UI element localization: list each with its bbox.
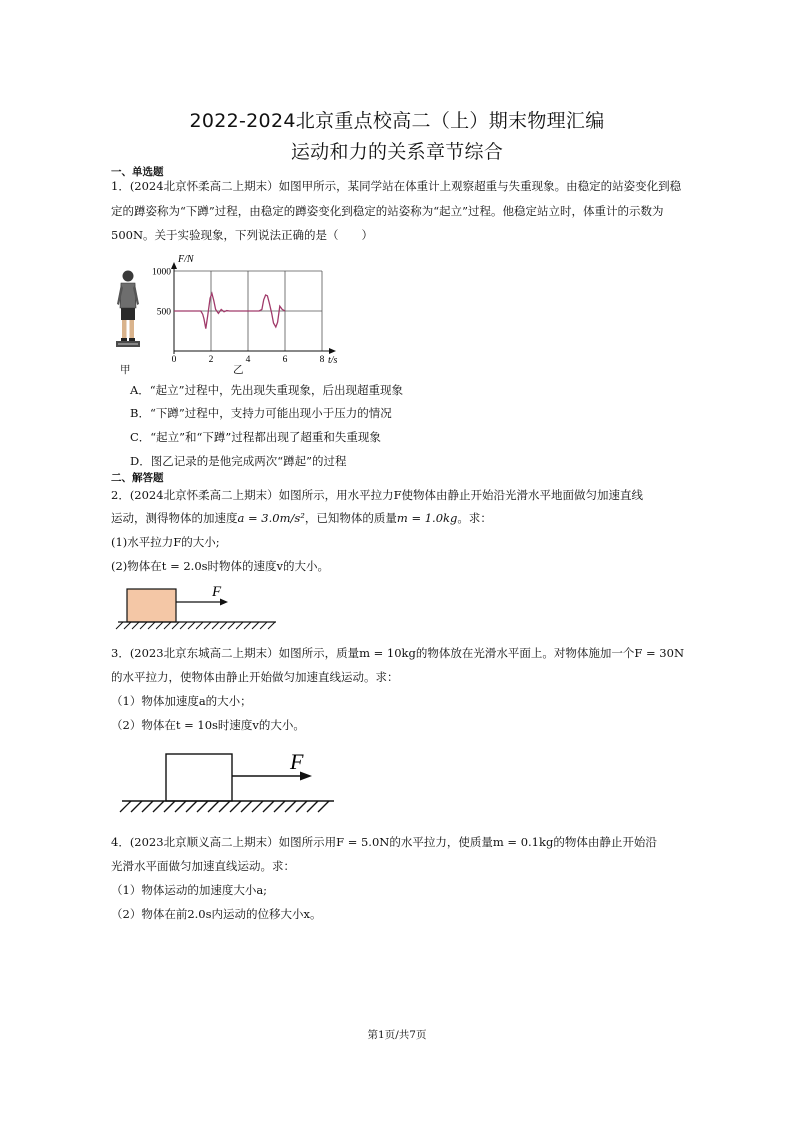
hatch-mark (241, 801, 252, 812)
q3-block (166, 754, 232, 801)
hatch-mark (164, 801, 175, 812)
y-axis-label: F/N (178, 254, 194, 265)
q3-ground-hatch (120, 801, 329, 812)
q2-force-arrowhead (220, 599, 228, 606)
hatch-mark (228, 622, 235, 629)
hatch-mark (244, 622, 251, 629)
question-3-line2: 的水平拉力，使物体由静止开始做匀加速直线运动。求： (111, 670, 399, 684)
hatch-mark (180, 622, 187, 629)
y-tick-label-500: 500 (156, 307, 171, 318)
question-2-line2-b: ，已知物体的质量 (304, 511, 397, 525)
hatch-mark (274, 801, 285, 812)
hatch-mark (296, 801, 307, 812)
q2-block (127, 589, 176, 622)
hatch-mark (131, 801, 142, 812)
q2-force-label: F (212, 584, 222, 600)
y-tick-label-1000: 1000 (152, 267, 171, 278)
section-heading-single-choice: 一、单选题 (111, 166, 164, 178)
hatch-mark (252, 622, 259, 629)
hatch-mark (175, 801, 186, 812)
page-title-line2: 运动和力的关系章节综合 (290, 141, 504, 163)
question-4-sub2: （2）物体在前2.0s内运动的位移大小x。 (111, 907, 322, 921)
question-2-sub1: (1)水平拉力F的大小; (111, 535, 220, 549)
question-3-line1: 3．(2023北京东城高二上期末）如图所示，质量m = 10kg的物体放在光滑水平面上。对物体施加一个F = 30N (111, 646, 685, 660)
question-4-line2: 光滑水平面做匀加速直线运动。求： (111, 859, 295, 873)
q2-ground-hatch (116, 622, 275, 629)
x-tick-label-8: 8 (319, 355, 325, 365)
option-b: B．“下蹲”过程中，支持力可能出现小于压力的情况 (130, 406, 392, 420)
hatch-mark (236, 622, 243, 629)
hatch-mark (318, 801, 329, 812)
y-axis-arrow (171, 262, 177, 269)
hatch-mark (230, 801, 241, 812)
hatch-mark (197, 801, 208, 812)
hatch-mark (219, 801, 230, 812)
question-2-line1: 2．(2024北京怀柔高二上期末）如图所示，用水平拉力F使物体由静止开始沿光滑水平地面做匀加速直线 (111, 488, 644, 502)
hatch-mark (188, 622, 195, 629)
section-heading-answer: 二、解答题 (111, 472, 164, 484)
q3-block-figure (118, 742, 340, 822)
hatch-mark (204, 622, 211, 629)
question-2-line2-a: 运动，测得物体的加速度 (111, 511, 238, 525)
x-tick-label-6: 6 (282, 355, 288, 365)
hatch-mark (132, 622, 139, 629)
question-2-sub2: (2)物体在t = 2.0s时物体的速度v的大小。 (111, 559, 330, 573)
hatch-mark (172, 622, 179, 629)
hatch-mark (120, 801, 131, 812)
page-title-line1: 2022-2024北京重点校高二（上）期末物理汇编 (189, 110, 605, 132)
hatch-mark (142, 801, 153, 812)
hatch-mark (307, 801, 318, 812)
q2-block-figure (112, 582, 282, 632)
q3-force-label: F (290, 749, 304, 774)
x-tick-label-2: 2 (208, 355, 214, 365)
option-d: D．图乙记录的是他完成两次“蹲起”的过程 (130, 454, 347, 468)
figure-label-jia: 甲 (120, 364, 131, 376)
hatch-mark (212, 622, 219, 629)
hatch-mark (285, 801, 296, 812)
page-footer: 第1页/共7页 (367, 1029, 427, 1041)
hatch-mark (156, 622, 163, 629)
acceleration-value: a = 3.0m/s² (237, 511, 305, 525)
hatch-mark (153, 801, 164, 812)
question-3-sub1: （1）物体加速度a的大小； (111, 694, 252, 708)
question-4-line1: 4．(2023北京顺义高二上期末）如图所示用F = 5.0N的水平拉力，使质量m = 0.1kg的物体由静止开始沿 (111, 835, 657, 849)
hatch-mark (252, 801, 263, 812)
x-tick-label-4: 4 (245, 355, 251, 365)
hatch-mark (196, 622, 203, 629)
force-time-chart (140, 250, 350, 366)
hatch-mark (268, 622, 275, 629)
figure-label-yi: 乙 (233, 364, 244, 376)
x-axis-label: t/s (328, 355, 338, 366)
hatch-mark (208, 801, 219, 812)
hatch-mark (116, 622, 123, 629)
hatch-mark (124, 622, 131, 629)
hatch-mark (220, 622, 227, 629)
hatch-mark (263, 801, 274, 812)
question-4-sub1: （1）物体运动的加速度大小a; (111, 883, 268, 897)
option-c: C．“起立”和“下蹲”过程都出现了超重和失重现象 (130, 430, 381, 444)
mass-value: m = 1.0kg (396, 511, 458, 525)
x-tick-label-0: 0 (171, 355, 177, 365)
hatch-mark (186, 801, 197, 812)
hatch-mark (148, 622, 155, 629)
x-axis-arrow (329, 348, 336, 354)
question-2-line2 (111, 510, 492, 526)
hatch-mark (164, 622, 171, 629)
hatch-mark (260, 622, 267, 629)
hatch-mark (140, 622, 147, 629)
question-2-line2-c: 。求： (457, 511, 492, 525)
question-1-text: 1．(2024北京怀柔高二上期末）如图甲所示，某同学站在体重计上观察超重与失重现象。由稳定的站姿变化到稳定的蹲姿称为“下蹲”过程，由稳定的蹲姿变化到稳定的站姿称为“起立”过程。他稳定站立时，体重计的示数为500N。关于实验现象，下列说法正确的是（ ） (111, 179, 682, 242)
question-3-sub2: （2）物体在t = 10s时速度v的大小。 (111, 718, 305, 732)
option-a: A．“起立”过程中，先出现失重现象，后出现超重现象 (130, 383, 404, 397)
